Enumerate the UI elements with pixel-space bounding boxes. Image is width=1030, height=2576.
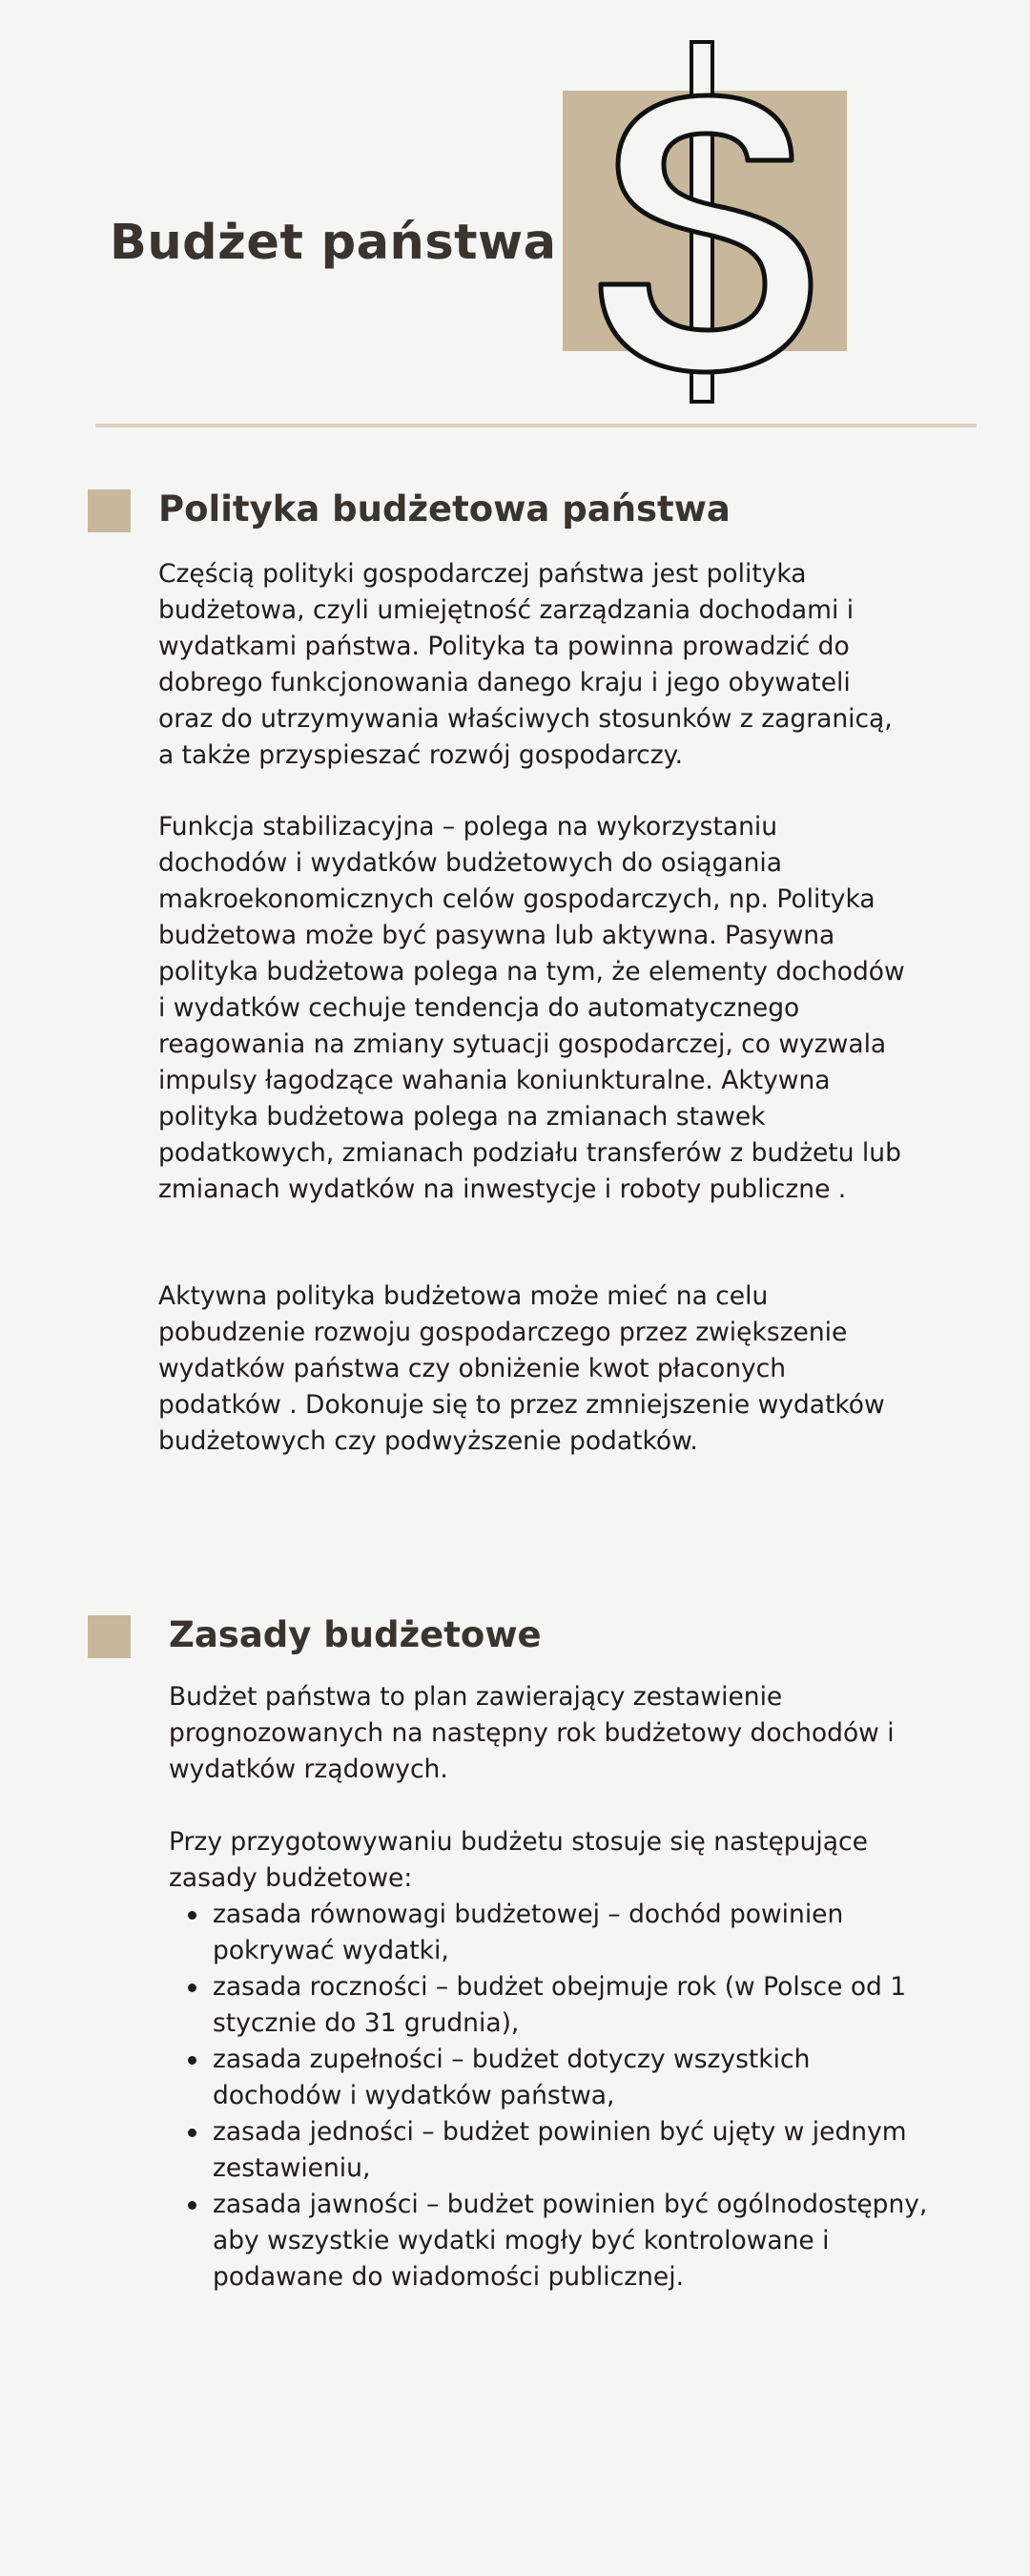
paragraph: Budżet państwa to plan zawierający zestawienie prognozowanych na następny rok budżetowy dochodów i wydatków rządowych. bbox=[169, 1682, 895, 1784]
list-item: zasada jawności – budżet powinien być ogólnodostępny, aby wszystkie wydatki mogły być kontrolowane i podawane do wiadomości publicznej. bbox=[169, 2187, 932, 2296]
section-marker bbox=[88, 1615, 131, 1658]
paragraph: Przy przygotowywaniu budżetu stosuje się następujące zasady budżetowe: bbox=[169, 1827, 868, 1893]
paragraph: Funkcja stabilizacyjna – polega na wykorzystaniu dochodów i wydatków budżetowych do osiągania makroekonomicznych celów gospodarczych, np. Polityka budżetowa może być pasywna lub aktywna. Pasywna polityka budżetowa polega na tym, że elementy dochodów i wydatków cechuje tendencja do automatycznego reagowania na zmiany sytuacji gospodarczej, co wyzwala impulsy łagodzące wahania koniunkturalne. Aktywna polityka budżetowa polega na zmianach stawek podatkowych, zmianach podziału transferów z budżetu lub zmianach wydatków na inwestycje i roboty publiczne . bbox=[158, 812, 905, 1204]
list-item: zasada jedności – budżet powinien być ujęty w jednym zestawieniu, bbox=[169, 2114, 932, 2187]
section-title-zasady: Zasady budżetowe bbox=[169, 1614, 542, 1655]
page-title: Budżet państwa bbox=[110, 215, 557, 271]
section-marker bbox=[88, 489, 131, 532]
section-title-polityka: Polityka budżetowa państwa bbox=[158, 488, 731, 530]
header-divider bbox=[95, 424, 977, 427]
paragraph: Częścią polityki gospodarczej państwa jest polityka budżetowa, czyli umiejętność zarządzania dochodami i wydatkami państwa. Polityka ta powinna prowadzić do dobrego funkcjonowania danego kraju i jego obywateli oraz do utrzymywania właściwych stosunków z zagranicą, a także przyspieszać rozwój gospodarczy. bbox=[158, 559, 893, 770]
list-item: zasada zupełności – budżet dotyczy wszystkich dochodów i wydatków państwa, bbox=[169, 2042, 932, 2114]
dollar-sign-icon bbox=[563, 38, 849, 405]
paragraph: Aktywna polityka budżetowa może mieć na celu pobudzenie rozwoju gospodarczego przez zwiększenie wydatków państwa czy obniżenie kwot płaconych podatków . Dokonuje się to przez zmniejszenie wydatków budżetowych czy podwyższenie podatków. bbox=[158, 1281, 885, 1456]
list-item: zasada roczności – budżet obejmuje rok (w Polsce od 1 stycznie do 31 grudnia), bbox=[169, 1969, 932, 2042]
list-item: zasada równowagi budżetowej – dochód powinien pokrywać wydatki, bbox=[169, 1897, 932, 1969]
budget-principles-list bbox=[169, 1897, 932, 2296]
